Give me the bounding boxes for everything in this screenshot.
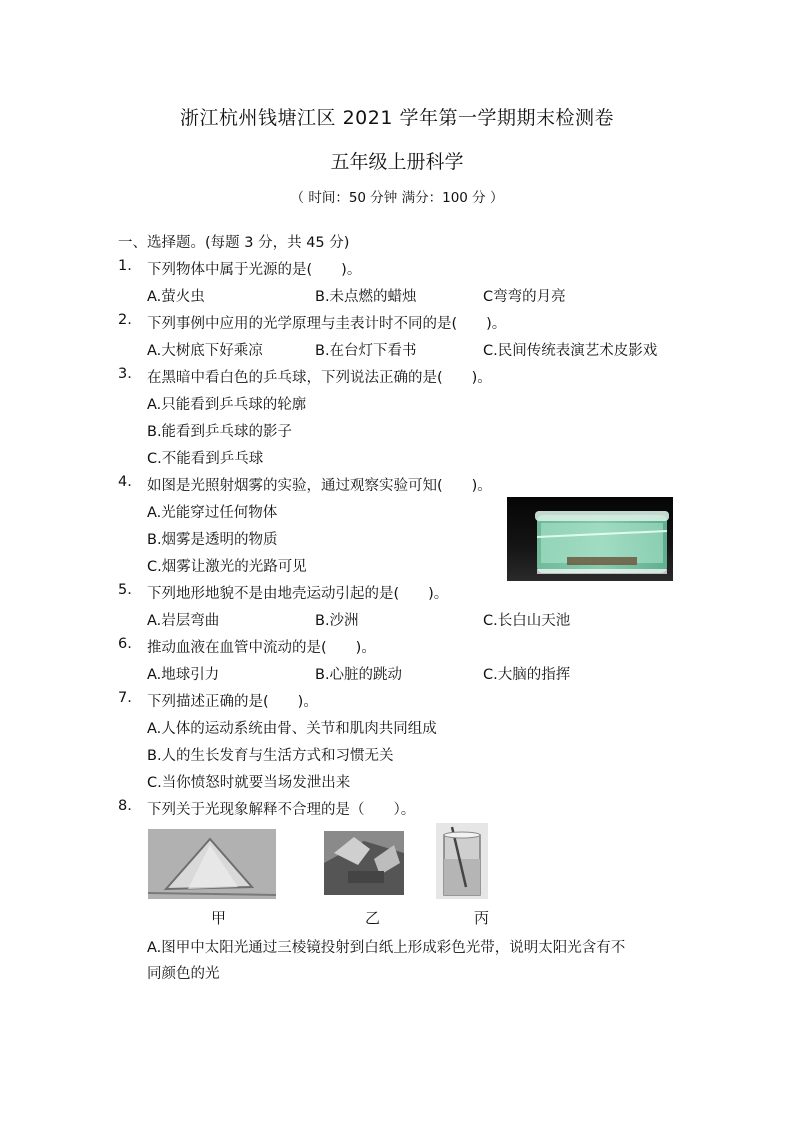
- question-text: 推动血液在血管中流动的是( )。: [147, 640, 376, 656]
- question-number: 1.: [118, 258, 132, 274]
- option-a: A.大树底下好乘凉: [147, 343, 263, 359]
- caption-bing: 丙: [474, 909, 490, 927]
- exam-subtitle: 五年级上册科学: [330, 151, 464, 173]
- option-b: B.未点燃的蜡烛: [315, 289, 417, 305]
- hand-shadow-photo: [324, 831, 404, 895]
- option-c: C.长白山天池: [483, 613, 571, 629]
- prism-photo: [148, 829, 276, 899]
- question-text: 在黑暗中看白色的乒乓球，下列说法正确的是( )。: [147, 370, 492, 386]
- question-text: 下列描述正确的是( )。: [147, 694, 318, 710]
- option-c: C.烟雾让激光的光路可见: [147, 559, 307, 575]
- option-b: B.烟雾是透明的物质: [147, 532, 278, 548]
- smoke-experiment-photo: [507, 497, 673, 581]
- option-c: C.当你愤怒时就要当场发泄出来: [147, 775, 351, 791]
- light-phenomena-photos: [148, 823, 498, 903]
- question-text: 下列物体中属于光源的是( )。: [147, 262, 362, 278]
- option-c: C.不能看到乒乓球: [147, 451, 264, 467]
- question-number: 5.: [118, 582, 132, 598]
- option-a: A.只能看到乒乓球的轮廓: [147, 397, 307, 413]
- glass-photo: [436, 823, 488, 899]
- option-a: A.图甲中太阳光通过三棱镜投射到白纸上形成彩色光带，说明太阳光含有不: [147, 940, 626, 956]
- question-text: 下列关于光现象解释不合理的是（ ）。: [147, 802, 416, 818]
- caption-yi: 乙: [365, 909, 381, 927]
- option-b: B.在台灯下看书: [315, 343, 417, 359]
- option-a: A.萤火虫: [147, 289, 205, 305]
- option-b: B.心脏的跳动: [315, 667, 403, 683]
- question-text: 下列事例中应用的光学原理与圭表计时不同的是( )。: [147, 316, 507, 332]
- option-a: A.岩层弯曲: [147, 613, 220, 629]
- question-number: 3.: [118, 366, 132, 382]
- option-c: C弯弯的月亮: [483, 289, 566, 305]
- caption-jia: 甲: [211, 909, 227, 927]
- option-b: B.沙洲: [315, 613, 359, 629]
- exam-meta: （ 时间：50 分钟 满分：100 分 ）: [290, 190, 504, 206]
- question-number: 2.: [118, 312, 132, 328]
- question-text: 下列地形地貌不是由地壳运动引起的是( )。: [147, 586, 449, 602]
- option-b: B.人的生长发育与生活方式和习惯无关: [147, 748, 394, 764]
- question-number: 7.: [118, 690, 132, 706]
- option-a: A.光能穿过任何物体: [147, 505, 278, 521]
- question-number: 8.: [118, 798, 132, 814]
- question-number: 4.: [118, 474, 132, 490]
- option-c: C.大脑的指挥: [483, 667, 571, 683]
- option-a-continued: 同颜色的光: [147, 966, 220, 982]
- option-a: A.地球引力: [147, 667, 220, 683]
- option-b: B.能看到乒乓球的影子: [147, 424, 293, 440]
- option-a: A.人体的运动系统由骨、关节和肌肉共同组成: [147, 721, 437, 737]
- question-number: 6.: [118, 636, 132, 652]
- option-c: C.民间传统表演艺术皮影戏: [483, 343, 658, 359]
- exam-title: 浙江杭州钱塘江区 2021 学年第一学期期末检测卷: [180, 107, 614, 129]
- question-text: 如图是光照射烟雾的实验，通过观察实验可知( )。: [147, 478, 492, 494]
- section-heading: 一、选择题。(每题 3 分，共 45 分): [118, 235, 350, 251]
